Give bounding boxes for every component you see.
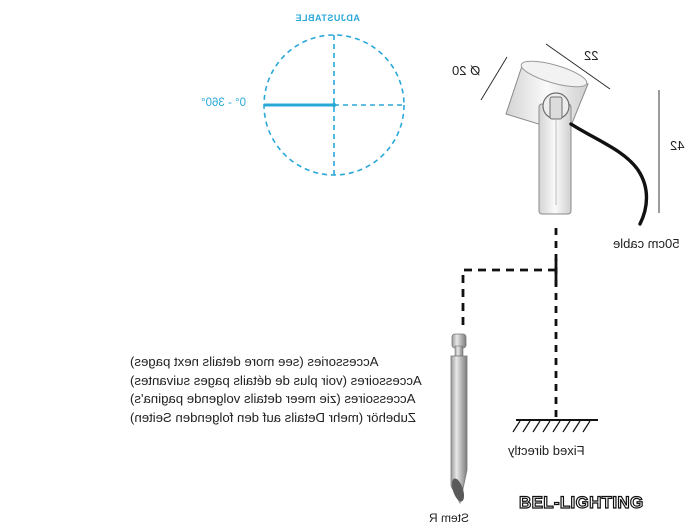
rotation-angle-label: 0° - 360° — [201, 97, 247, 109]
brand-logo: BEL-LIGHTING — [519, 493, 644, 512]
accessories-note-de: Zubehör (mehr Details auf den folgenden Seiten) — [130, 409, 417, 425]
mount-fixed-label: Fixed directly — [508, 443, 585, 458]
accessories-note-en: Accessories (see more details next pages) — [130, 354, 379, 369]
accessories-notes — [130, 353, 422, 427]
spotlight-fixture — [506, 56, 589, 214]
accessories-note-nl: Accessoires (zie meer details volgende pagina's) — [130, 391, 416, 406]
mounting-connectors — [463, 228, 556, 418]
stem-accessory — [450, 334, 467, 503]
dimension-diameter: Ø 20 — [452, 63, 481, 78]
adjustable-label: ADJUSTABLE — [295, 13, 360, 23]
rotation-circle — [264, 35, 404, 175]
cable — [571, 124, 647, 224]
dimension-width: 22 — [584, 48, 599, 63]
accessories-note-fr: Accessoires (voir plus de détails pages suivantes) — [130, 372, 422, 388]
mount-stem-label: Stem R — [429, 511, 470, 525]
dimension-height: 42 — [670, 138, 685, 153]
ground-symbol — [513, 420, 598, 432]
cable-length-label: 50cm cable — [613, 236, 680, 251]
